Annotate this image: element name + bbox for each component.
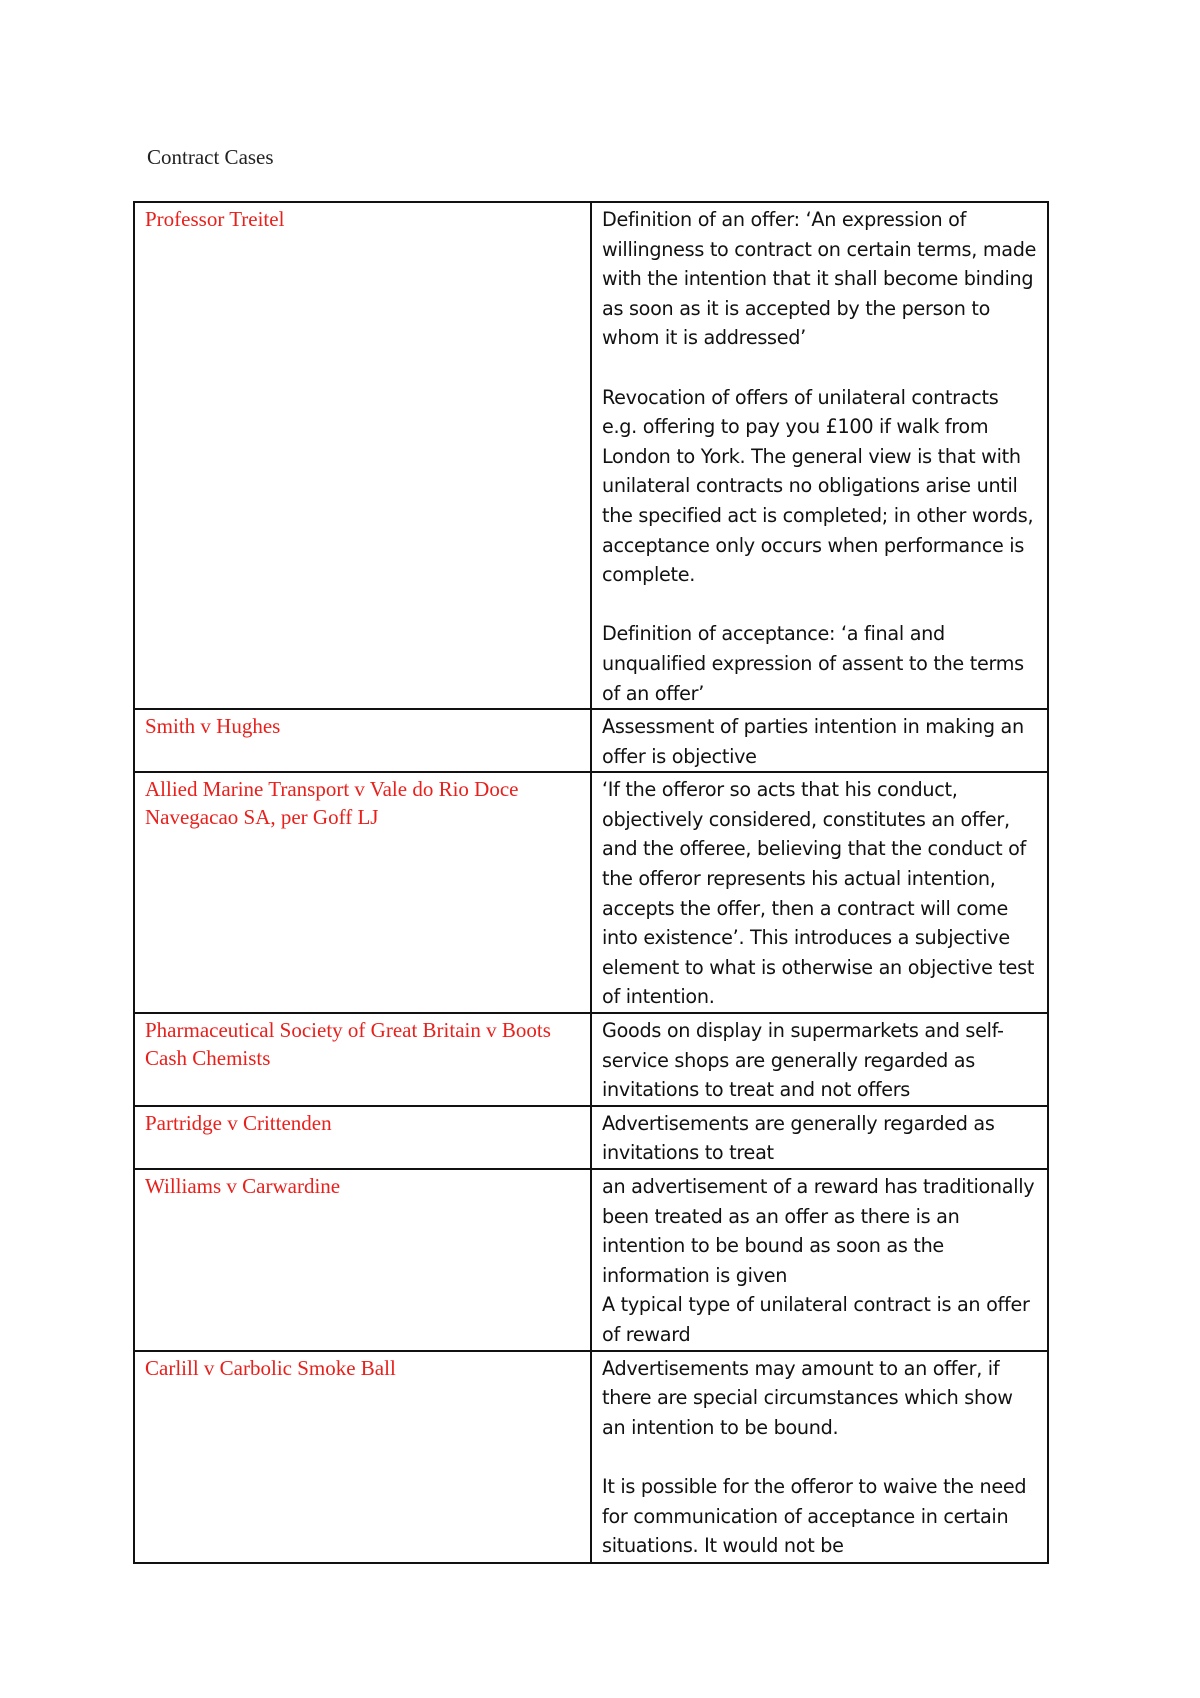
document-title: Contract Cases — [147, 145, 274, 169]
table-row — [134, 1013, 1048, 1106]
case-name-cell: Smith v Hughes — [134, 709, 591, 772]
case-description-cell — [591, 202, 1048, 709]
case-name-cell: Professor Treitel — [134, 202, 591, 709]
description-paragraph: Revocation of offers of unilateral contracts e.g. offering to pay you £100 if walk from London to York. The general view is that with unilateral contracts no obligations arise until the specified act is completed; in other words, acceptance only occurs when performance is complete. — [602, 385, 1034, 587]
table-row — [134, 772, 1048, 1013]
case-description-cell — [591, 1106, 1048, 1169]
description-paragraph: Assessment of parties intention in making an offer is objective — [602, 715, 1024, 768]
table-row — [134, 1169, 1048, 1351]
case-description-cell — [591, 709, 1048, 772]
table-row — [134, 202, 1048, 709]
description-paragraph: Advertisements may amount to an offer, if there are special circumstances which show an intention to be bound. — [602, 1356, 1013, 1439]
description-paragraph: A typical type of unilateral contract is an offer of reward — [602, 1293, 1030, 1346]
description-paragraph: Goods on display in supermarkets and self-service shops are generally regarded as invitations to treat and not offers — [602, 1019, 1004, 1102]
case-description-cell — [591, 1013, 1048, 1106]
table-row — [134, 709, 1048, 772]
case-name-cell: Allied Marine Transport v Vale do Rio Doce Navegacao SA, per Goff LJ — [134, 772, 591, 1013]
case-name-cell: Williams v Carwardine — [134, 1169, 591, 1351]
description-paragraph: Advertisements are generally regarded as invitations to treat — [602, 1111, 995, 1165]
case-description-cell — [591, 1169, 1048, 1351]
description-paragraph: Definition of an offer: ‘An expression of willingness to contract on certain terms, made with the intention that it shall become binding as soon as it is accepted by the person to whom it is addressed’ — [602, 208, 1037, 350]
case-name-cell: Carlill v Carbolic Smoke Ball — [134, 1351, 591, 1563]
case-description-cell — [591, 1351, 1048, 1563]
description-paragraph: It is possible for the offeror to waive the need for communication of acceptance in certain situations. It would not be — [602, 1474, 1027, 1558]
description-paragraph: Definition of acceptance: ‘a final and unqualified expression of assent to the terms of an offer’ — [602, 622, 1024, 705]
cases-table — [133, 201, 1049, 1564]
case-description-cell — [591, 772, 1048, 1013]
description-paragraph: an advertisement of a reward has traditionally been treated as an offer as there is an intention to be bound as soon as the information is given — [602, 1175, 1035, 1287]
table-row — [134, 1106, 1048, 1169]
case-name-cell: Pharmaceutical Society of Great Britain v Boots Cash Chemists — [134, 1013, 591, 1106]
description-paragraph: ‘If the offeror so acts that his conduct, objectively considered, constitutes an offer, and the offeree, believing that the conduct of the offeror represents his actual intention, accepts the offer, then a contract will come into existence’. This introduces a subjective element to what is otherwise an objective test of intention. — [602, 778, 1035, 1009]
table-row — [134, 1351, 1048, 1563]
case-name-cell: Partridge v Crittenden — [134, 1106, 591, 1169]
